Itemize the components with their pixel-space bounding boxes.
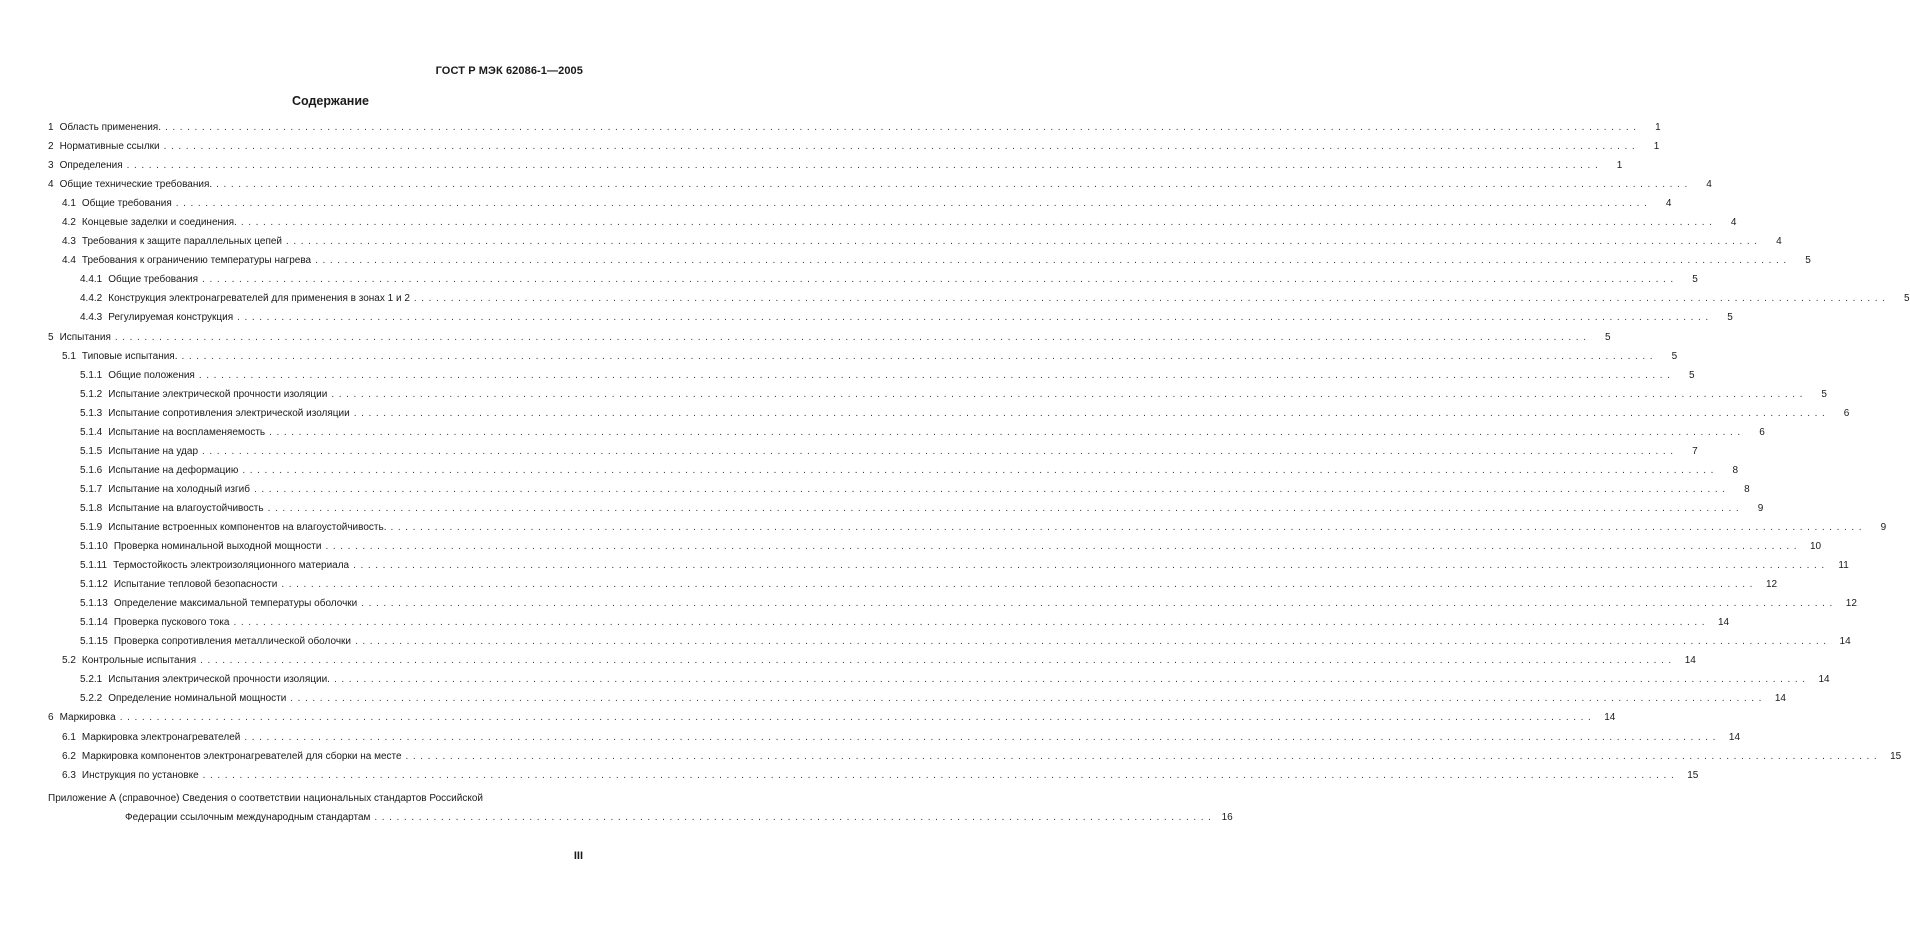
toc-entry[interactable] [48,350,1678,370]
toc-entry-title: Определения [59,160,123,172]
toc-entry-title: Определение номинальной мощности [108,693,287,705]
toc-entry[interactable] [48,750,1902,770]
toc-entry-title: Область применения. [59,122,161,133]
toc-entry[interactable] [48,407,1850,427]
leader-dots: ........................................................................................................................................................................................................ [163,141,1640,153]
toc-entry-page: 12 [1845,598,1857,610]
toc-entry-title: Регулируемая конструкция [108,312,234,324]
leader-dots: ........................................................................................................................................................................................................ [361,598,1837,610]
toc-entry-title: Требования к ограничению температуры нагрева [81,255,312,267]
toc-entry-number: 4.4.2 [80,293,103,305]
annex-title-line-1: Приложение А (справочное) Сведения о соответствии национальных стандартов Российской [48,793,483,804]
toc-entry-page: 12 [1765,579,1778,591]
toc-entry-title: Испытание тепловой безопасности [113,579,278,591]
toc-entry-page: 14 [1728,731,1741,743]
toc-entry-page: 5 [1805,255,1811,267]
page-title: Содержание [291,94,369,108]
toc-entry-number: 5.1.11 [80,560,108,572]
standard-designation: ГОСТ Р МЭК 62086-1—2005 [435,65,583,77]
leader-dots: ........................................................................................................................................................................................................ [413,293,1890,305]
toc-entry-page: 6 [1843,407,1850,419]
toc-entry[interactable] [48,160,1623,179]
leader-dots: ........................................................................................................................................................................................................ [353,407,1830,419]
leader-dots: ........................................................................................................................................................................................................ [233,617,1710,629]
toc-entry-number: 4.4 [62,255,76,267]
leader-dots: ........................................................................................................................................................................................................ [202,274,1678,286]
toc-entry-number: 6 [48,712,54,724]
toc-entry[interactable] [48,674,1830,693]
toc-entry[interactable] [48,598,1857,617]
toc-entry-number: 5.1 [62,350,76,362]
toc-entry-title: Испытание на влагоустойчивость [108,502,264,514]
toc-entry-number: 4.3 [62,236,76,248]
leader-dots: ........................................................................................................................................................................................................ [200,655,1676,667]
leader-dots: ........................................................................................................................................................................................................ [198,369,1675,381]
page-folio: III [573,850,583,862]
leader-dots: ........................................................................................................................................................................................................ [325,541,1802,553]
toc-entry-number: 4 [48,179,54,191]
toc-entry-number: 5.1.8 [80,502,103,514]
toc-entry-number: 5.1.15 [80,636,108,648]
toc-entry-title: Испытание сопротивления электрической изоляции [108,407,350,419]
toc-entry[interactable] [48,655,1696,674]
toc-entry[interactable] [48,369,1695,389]
toc-entry-page: 15 [1687,769,1699,781]
toc-entry-title: Типовые испытания. [81,350,178,362]
toc-entry-title: Испытания электрической прочности изоляции. [108,674,330,686]
toc-entry-page: 14 [1718,617,1730,629]
leader-dots: ........................................................................................................................................................................................................ [119,712,1596,724]
toc-entry-page: 6 [1759,426,1765,438]
leader-dots: ........................................................................................................................................................................................................ [405,750,1882,762]
leader-dots: .................................................................................................................. [374,812,1216,823]
toc-entry-page: 4 [1706,179,1712,191]
toc-entry[interactable] [48,255,1811,274]
toc-entry-page: 11 [1838,560,1849,572]
leader-dots: ........................................................................................................................................................................................................ [175,198,1652,210]
leader-dots: ........................................................................................................................................................................................................ [331,388,1807,400]
leader-dots: ........................................................................................................................................................................................................ [242,464,1719,476]
leader-dots: ........................................................................................................................................................................................................ [267,502,1744,514]
toc-entry-page: 4 [1776,236,1782,248]
toc-entry-page: 14 [1774,693,1786,705]
toc-entry-number: 5.1.6 [80,464,103,476]
toc-entry-page: 5 [1727,312,1733,324]
toc-entry[interactable] [48,179,1712,198]
toc-entry-number: 6.1 [62,731,76,743]
leader-dots: ........................................................................................................................................................................................................ [114,331,1591,343]
toc-entry-title: Испытание на удар [108,445,199,457]
leader-dots: ........................................................................................................................................................................................................ [269,426,1745,438]
toc-entry[interactable] [48,712,1616,731]
toc-entry-page: 1 [1655,122,1661,133]
leader-dots: ........................................................................................................................................................................................................ [281,579,1758,591]
toc-entry-title: Испытание на воспламеняемость [108,426,266,438]
toc-entry-number: 5.1.3 [80,407,103,419]
toc-entry-page: 5 [1605,331,1611,343]
leader-dots: ........................................................................................................................................................................................................ [164,122,1641,133]
toc-entry-page: 4 [1730,217,1737,229]
toc-entry-number: 4.2 [62,217,76,229]
leader-dots: ........................................................................................................................................................................................................ [181,350,1658,362]
leader-dots: ........................................................................................................................................................................................................ [240,217,1717,229]
toc-entry-page: 5 [1692,274,1698,286]
toc-entry-title: Концевые заделки и соединения. [81,217,237,229]
toc-entry-title: Общие технические требования. [59,179,213,191]
toc-entry-page: 14 [1604,712,1616,724]
toc-entry[interactable] [48,236,1782,255]
toc-entry[interactable] [48,579,1778,598]
toc-entry[interactable] [48,274,1698,293]
toc-entry-title: Испытание на деформацию [108,464,239,476]
leader-dots: ........................................................................................................................................................................................................ [333,674,1810,686]
toc-entry-title: Общие требования [108,274,199,286]
toc-entry[interactable] [48,769,1699,789]
toc-entry-page: 1 [1616,160,1623,172]
toc-entry-title: Общие требования [81,198,172,210]
toc-entry-title: Маркировка электронагревателей [81,731,241,743]
toc-entry-number: 5.1.14 [80,617,108,629]
toc-entry-title: Проверка сопротивления металлической оболочки [113,636,351,648]
toc-entry[interactable] [48,388,1827,408]
toc-entry-title: Контрольные испытания [81,655,197,667]
toc-entry[interactable] [48,312,1733,331]
leader-dots: ........................................................................................................................................................................................................ [315,255,1791,267]
toc-entry-number: 6.2 [62,750,76,762]
toc-entry-page: 9 [1880,521,1887,533]
toc-entry-page: 14 [1684,655,1696,667]
toc-entry[interactable] [48,483,1750,503]
leader-dots: ........................................................................................................................................................................................................ [290,693,1766,705]
toc-entry-title: Испытание встроенных компонентов на влагоустойчивость. [108,521,387,533]
annex-entry[interactable] [48,793,1233,823]
toc-entry-title: Испытание электрической прочности изоляции [108,388,328,400]
toc-entry[interactable] [48,464,1739,484]
toc-entry-number: 5.2 [62,655,76,667]
toc-entry-page: 8 [1732,464,1739,476]
leader-dots: ........................................................................................................................................................................................................ [202,769,1679,781]
toc-entry-title: Маркировка [59,712,116,724]
table-of-contents [48,122,1910,789]
leader-dots: ........................................................................................................................................................................................................ [286,236,1762,248]
toc-entry[interactable] [48,445,1698,465]
toc-entry[interactable] [48,198,1672,217]
annex-page-number: 16 [1221,812,1233,823]
toc-entry-page: 5 [1904,293,1910,305]
toc-entry-title: Испытания [59,331,111,343]
toc-entry-page: 5 [1821,388,1827,400]
toc-entry-title: Испытание на холодный изгиб [108,483,250,495]
toc-entry-page: 14 [1839,636,1851,648]
toc-entry-page: 4 [1665,198,1672,210]
toc-entry-title: Маркировка компонентов электронагревателей для сборки на месте [81,750,402,762]
toc-entry-number: 5.1.1 [80,369,103,381]
toc-entry-page: 9 [1757,502,1764,514]
toc-entry[interactable] [48,731,1741,751]
toc-entry-number: 2 [48,141,54,153]
toc-entry-number: 5.2.1 [80,674,103,686]
toc-entry[interactable] [48,617,1730,636]
leader-dots: ........................................................................................................................................................................................................ [202,445,1678,457]
toc-entry-number: 5.1.5 [80,445,103,457]
toc-entry[interactable] [48,693,1786,712]
toc-entry-page: 15 [1890,750,1902,762]
toc-entry[interactable] [48,293,1910,312]
toc-entry-title: Требования к защите параллельных цепей [81,236,283,248]
toc-entry-title: Инструкция по установке [81,769,199,781]
toc-entry-page: 7 [1692,445,1698,457]
toc-entry-number: 5 [48,331,54,343]
leader-dots: ........................................................................................................................................................................................................ [390,521,1867,533]
leader-dots: ........................................................................................................................................................................................................ [253,483,1730,495]
toc-entry-number: 5.1.13 [80,598,108,610]
leader-dots: ........................................................................................................................................................................................................ [353,560,1829,572]
toc-entry-title: Определение максимальной температуры оболочки [113,598,358,610]
toc-entry-title: Нормативные ссылки [59,141,160,153]
toc-entry[interactable] [48,502,1764,522]
toc-entry-title: Проверка пускового тока [113,617,230,629]
toc-entry-page: 14 [1818,674,1830,686]
toc-entry-number: 5.1.10 [80,541,108,553]
annex-title-line-2: Федерации ссылочным международным стандартам [125,812,371,823]
toc-entry[interactable] [48,521,1887,541]
leader-dots: ........................................................................................................................................................................................................ [244,731,1721,743]
toc-entry[interactable] [48,560,1849,579]
toc-entry[interactable] [48,141,1660,160]
toc-entry-number: 4.1 [62,198,76,210]
toc-entry-page: 1 [1653,141,1660,153]
toc-entry-number: 5.1.2 [80,388,103,400]
toc-entry[interactable] [48,541,1822,560]
toc-entry-title: Конструкция электронагревателей для применения в зонах 1 и 2 [108,293,410,305]
leader-dots: ........................................................................................................................................................................................................ [355,636,1831,648]
toc-entry-number: 5.2.2 [80,693,103,705]
toc-entry-number: 1 [48,122,54,133]
toc-entry[interactable] [48,636,1851,655]
toc-entry-page: 5 [1671,350,1678,362]
toc-entry-number: 4.4.1 [80,274,103,286]
toc-entry[interactable] [48,217,1737,236]
toc-entry-title: Термостойкость электроизоляционного материала [113,560,350,572]
toc-entry-page: 10 [1809,541,1822,553]
toc-entry-page: 5 [1688,369,1695,381]
toc-entry[interactable] [48,122,1661,141]
toc-entry-number: 5.1.7 [80,483,103,495]
leader-dots: ........................................................................................................................................................................................................ [126,160,1603,172]
toc-entry-title: Проверка номинальной выходной мощности [113,541,322,553]
toc-entry[interactable] [48,426,1765,446]
toc-entry-number: 3 [48,160,54,172]
leader-dots: ........................................................................................................................................................................................................ [216,179,1692,191]
annex-title-line-2-row [48,812,1233,823]
toc-entry-title: Общие положения [108,369,195,381]
toc-entry[interactable] [48,331,1611,351]
toc-entry-page: 8 [1744,483,1750,495]
leader-dots: ........................................................................................................................................................................................................ [237,312,1713,324]
toc-entry-number: 5.1.9 [80,521,103,533]
toc-entry-number: 5.1.12 [80,579,108,591]
toc-entry-number: 6.3 [62,769,76,781]
toc-entry-number: 4.4.3 [80,312,103,324]
toc-entry-number: 5.1.4 [80,426,103,438]
